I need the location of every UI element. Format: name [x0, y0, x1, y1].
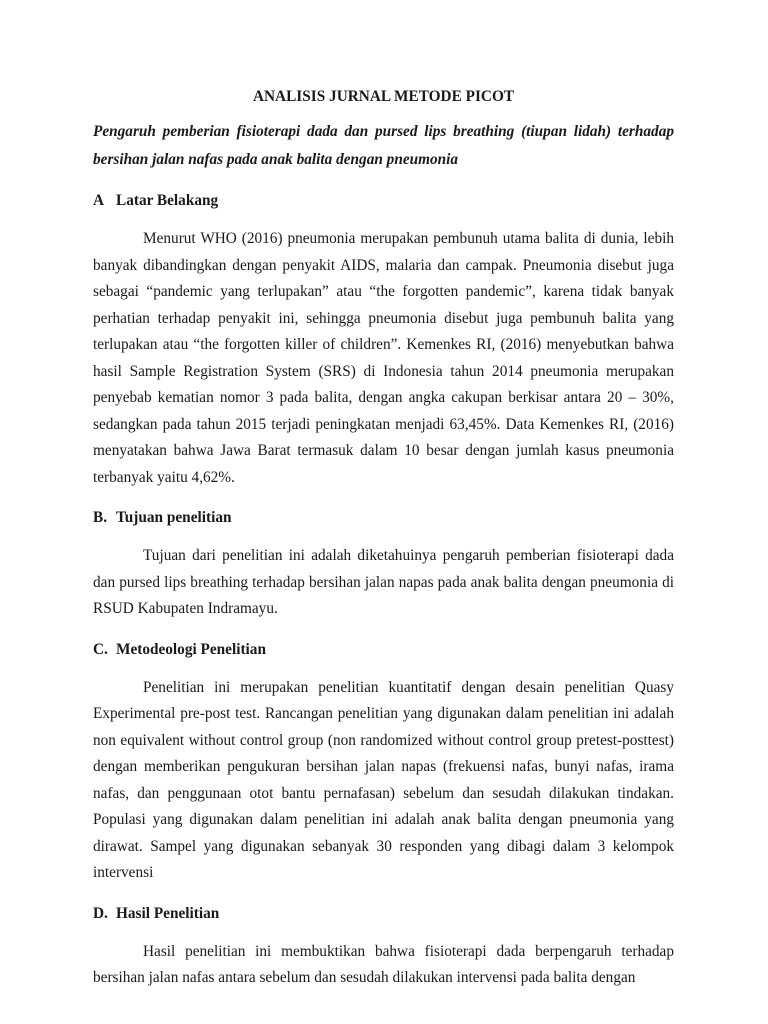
section-letter: B. [93, 509, 108, 526]
section-letter: C. [93, 640, 108, 658]
section-letter: A [93, 192, 105, 209]
section-paragraph-metodeologi: Penelitian ini merupakan penelitian kuantitatif dengan desain penelitian Quasy Experimental pre-post test. Rancangan penelitian yang digunakan dalam penelitian ini adalah non equivalent without control group (non randomized without control group pretest-posttest) dengan memberikan pengukuran bersihan jalan napas (frekuensi nafas, bunyi nafas, irama nafas, dan penggunaan otot bantu pernafasan) sebelum dan sesudah dilakukan tindakan. Populasi yang digunakan dalam penelitian ini adalah anak balita dengan pneumonia yang dirawat. Sampel yang digunakan sebanyak 30 responden yang dibagi dalam 3 kelompok intervensi [93, 678, 674, 881]
document-content [93, 84, 674, 1006]
section-paragraph-hasil: Hasil penelitian ini membuktikan bahwa fisioterapi dada berpengaruh terhadap bersihan jalan nafas antara sebelum dan sesudah dilakukan intervensi pada balita dengan [93, 942, 674, 986]
section-heading-c [93, 637, 674, 663]
section-heading-b [93, 505, 674, 531]
section-heading-label: Metodeologi Penelitian [116, 640, 266, 658]
section-heading-label: Tujuan penelitian [116, 509, 232, 526]
section-heading-d [93, 901, 674, 927]
article-title: Pengaruh pemberian fisioterapi dada dan pursed lips breathing (tiupan lidah) terhadap bersihan jalan nafas pada anak balita dengan pneumonia [93, 123, 674, 168]
section-heading-label: Hasil Penelitian [116, 904, 220, 922]
section-paragraph-latar-belakang: Menurut WHO (2016) pneumonia merupakan pembunuh utama balita di dunia, lebih banyak dibandingkan dengan penyakit AIDS, malaria dan campak. Pneumonia disebut juga sebagai “pandemic yang terlupakan” atau “the forgotten pandemic”, karena tidak banyak perhatian terhadap penyakit ini, sehingga pneumonia disebut juga pembunuh balita yang terlupakan atau “the forgotten killer of children”. Kemenkes RI, (2016) menyebutkan bahwa hasil Sample Registration System (SRS) di Indonesia tahun 2014 pneumonia merupakan penyebab kematian nomor 3 pada balita, dengan angka cakupan berkisar antara 20 – 30%, sedangkan pada tahun 2015 terjadi peningkatan menjadi 63,45%. Data Kemenkes RI, (2016) menyatakan bahwa Jawa Barat termasuk dalam 10 besar dengan jumlah kasus pneumonia terbanyak yaitu 4,62%. [93, 230, 674, 486]
section-heading-a [93, 188, 674, 214]
document-title: ANALISIS JURNAL METODE PICOT [252, 88, 515, 105]
section-paragraph-tujuan: Tujuan dari penelitian ini adalah diketahuinya pengaruh pemberian fisioterapi dada dan pursed lips breathing terhadap bersihan jalan napas pada anak balita dengan pneumonia di RSUD Kabupaten Indramayu. [93, 547, 674, 617]
section-letter: D. [93, 904, 108, 922]
section-heading-label: Latar Belakang [116, 192, 219, 209]
